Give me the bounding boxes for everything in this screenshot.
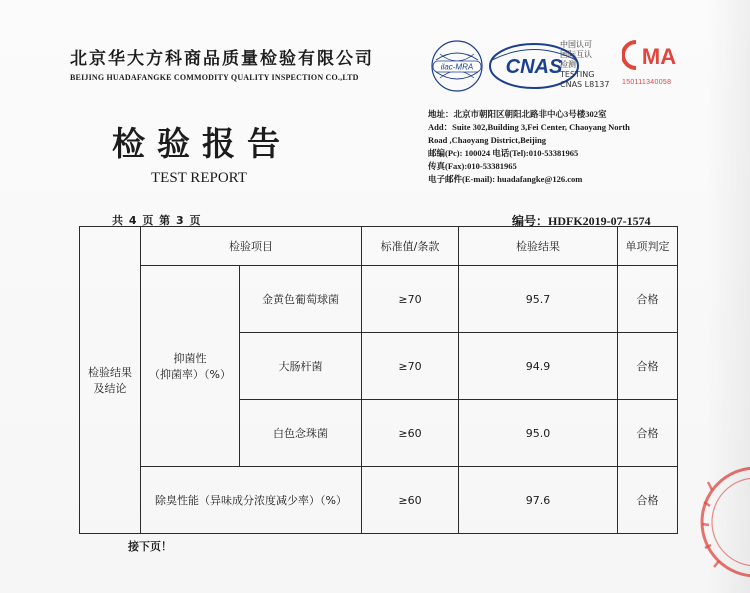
judgement-cell: 合格 bbox=[618, 400, 678, 467]
result-cell: 95.0 bbox=[459, 400, 618, 467]
ilac-label: ilac-MRA bbox=[440, 62, 474, 72]
group-label: （抑菌率）（%） bbox=[149, 368, 231, 381]
section-label: 及结论 bbox=[93, 382, 127, 395]
result-cell: 95.7 bbox=[459, 266, 618, 333]
cert-line: 检测 bbox=[560, 60, 576, 69]
section-label: 检验结果 bbox=[88, 366, 132, 379]
standard-cell: ≥60 bbox=[362, 400, 459, 467]
cma-code: 150111340058 bbox=[622, 79, 672, 86]
accreditation-text bbox=[560, 40, 609, 90]
section-label-cell bbox=[80, 227, 141, 534]
judgement-cell: 合格 bbox=[618, 467, 678, 534]
group-label-cell bbox=[141, 266, 240, 467]
group-label: 抑菌性 bbox=[173, 352, 207, 365]
judgement-cell: 合格 bbox=[618, 266, 678, 333]
address-line: Road ,Chaoyang District,Beijing bbox=[428, 135, 547, 145]
report-number: 编号：HDFK2019-07-1574 bbox=[512, 214, 651, 228]
table-row bbox=[80, 467, 678, 534]
header-judgement: 单项判定 bbox=[618, 227, 678, 266]
item-cell: 除臭性能（异味成分浓度减少率）（%） bbox=[141, 467, 362, 534]
address-line: 地址：北京市朝阳区朝阳北路非中心3号楼302室 bbox=[428, 109, 607, 119]
header-item: 检验项目 bbox=[141, 227, 362, 266]
email-line: 电子邮件(E-mail): huadafangke@126.com bbox=[428, 174, 583, 184]
result-cell: 94.9 bbox=[459, 333, 618, 400]
page-edge-shadow bbox=[707, 0, 750, 593]
company-name-en: BEIJING HUADAFANGKE COMMODITY QUALITY INSPECTION CO.,LTD bbox=[70, 73, 359, 82]
report-title-cn: 检验报告 bbox=[112, 124, 292, 163]
page-info: 共 4 页 第 3 页 bbox=[112, 214, 202, 227]
item-cell: 白色念珠菌 bbox=[240, 400, 362, 467]
postcode-tel-line: 邮编(Pc): 100024 电话(Tel):010-53381965 bbox=[428, 148, 579, 158]
standard-cell: ≥70 bbox=[362, 333, 459, 400]
test-results-table bbox=[79, 226, 678, 534]
address-line: Add：Suite 302,Building 3,Fei Center, Chaoyang North bbox=[428, 122, 630, 132]
continue-note: 接下页！ bbox=[128, 540, 172, 553]
report-title-en: TEST REPORT bbox=[151, 170, 247, 186]
cert-line: CNAS L8137 bbox=[560, 80, 610, 89]
cert-line: 国际互认 bbox=[560, 50, 592, 59]
company-name-cn: 北京华大方科商品质量检验有限公司 bbox=[70, 49, 374, 69]
cnas-label: CNAS bbox=[505, 56, 563, 78]
table-row bbox=[80, 266, 678, 333]
header-result: 检验结果 bbox=[459, 227, 618, 266]
result-cell: 97.6 bbox=[459, 467, 618, 534]
cma-logo-icon bbox=[622, 39, 684, 71]
fax-line: 传真(Fax):010-53381965 bbox=[428, 161, 517, 171]
standard-cell: ≥70 bbox=[362, 266, 459, 333]
cma-label: MA bbox=[641, 44, 677, 69]
judgement-cell: 合格 bbox=[618, 333, 678, 400]
ilac-mra-logo-icon bbox=[428, 38, 486, 94]
contact-address bbox=[428, 108, 668, 186]
table-header-row bbox=[80, 227, 678, 266]
item-cell: 金黄色葡萄球菌 bbox=[240, 266, 362, 333]
header-standard: 标准值/条款 bbox=[362, 227, 459, 266]
standard-cell: ≥60 bbox=[362, 467, 459, 534]
item-cell: 大肠杆菌 bbox=[240, 333, 362, 400]
cert-line: 中国认可 bbox=[560, 40, 592, 49]
cert-line: TESTING bbox=[560, 70, 595, 79]
